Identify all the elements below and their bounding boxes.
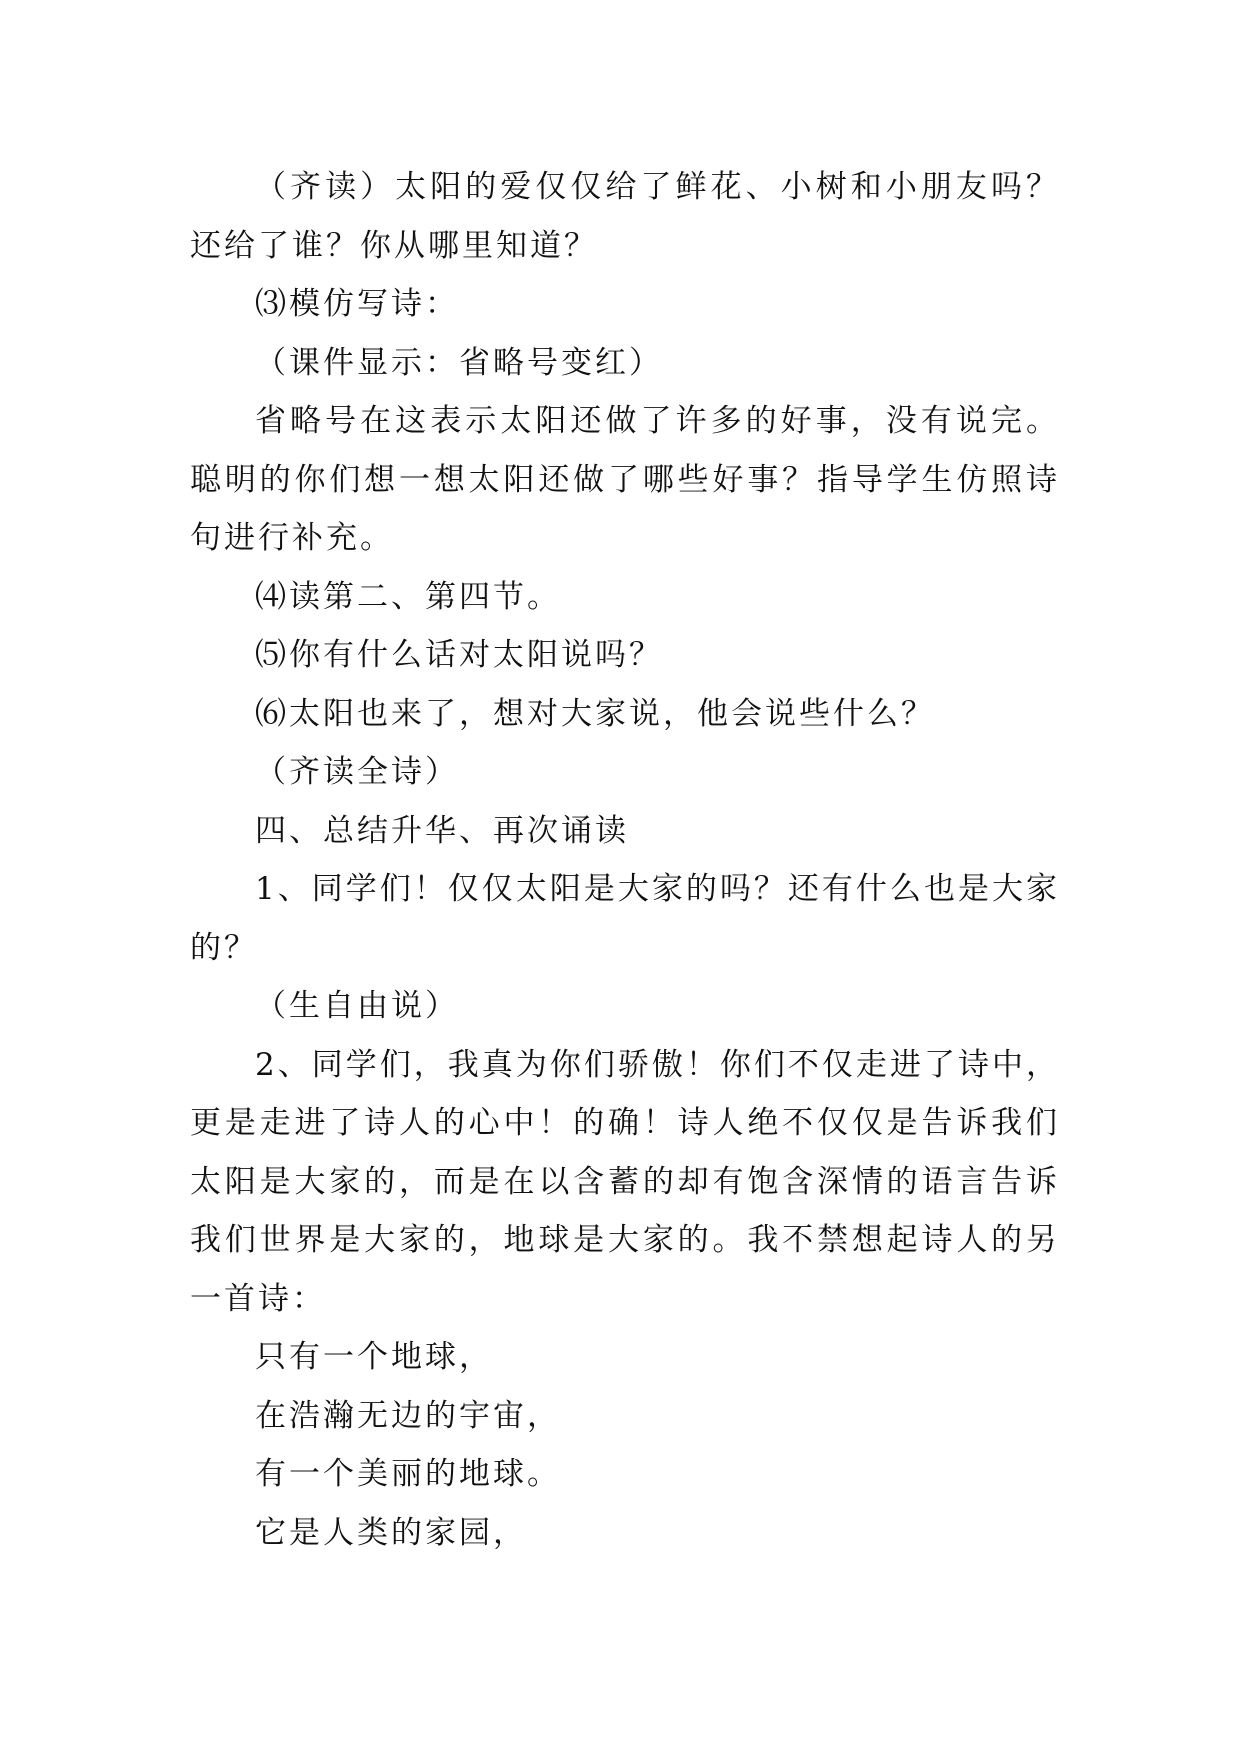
paragraph: ⑷读第二、第四节。 — [255, 578, 561, 615]
paragraph: 1、同学们！仅仅太阳是大家的吗？还有什么也是大家的？ — [190, 871, 1060, 966]
paragraph: ⑶模仿写诗： — [255, 286, 459, 322]
paragraph: 省略号在这表示太阳还做了许多的好事，没有说完。聪明的你们想一想太阳还做了哪些好事？指导学生仿照诗句进行补充。 — [190, 403, 1060, 556]
paragraph: （课件显示：省略号变红） — [255, 344, 663, 381]
paragraph: ⑸你有什么话对太阳说吗？ — [255, 637, 663, 673]
poem-line: 有一个美丽的地球。 — [255, 1456, 561, 1492]
poem-line: 只有一个地球， — [255, 1339, 493, 1375]
paragraph: （齐读全诗） — [255, 754, 459, 790]
document-body — [190, 158, 1060, 1562]
paragraph: 2、同学们，我真为你们骄傲！你们不仅走进了诗中，更是走进了诗人的心中！的确！诗人绝不仅仅是告诉我们太阳是大家的，而是在以含蓄的却有饱含深情的语言告诉我们世界是大家的，地球是大家的。我不禁想起诗人的另一首诗： — [190, 1046, 1060, 1317]
paragraph: （生自由说） — [255, 988, 459, 1024]
poem-line: 在浩瀚无边的宇宙， — [255, 1397, 561, 1434]
paragraph: （齐读）太阳的爱仅仅给了鲜花、小树和小朋友吗？还给了谁？你从哪里知道？ — [190, 169, 1060, 264]
section-heading: 四、总结升华、再次诵读 — [255, 812, 629, 849]
poem-line: 它是人类的家园， — [255, 1514, 527, 1551]
paragraph: ⑹太阳也来了，想对大家说，他会说些什么？ — [255, 695, 935, 732]
